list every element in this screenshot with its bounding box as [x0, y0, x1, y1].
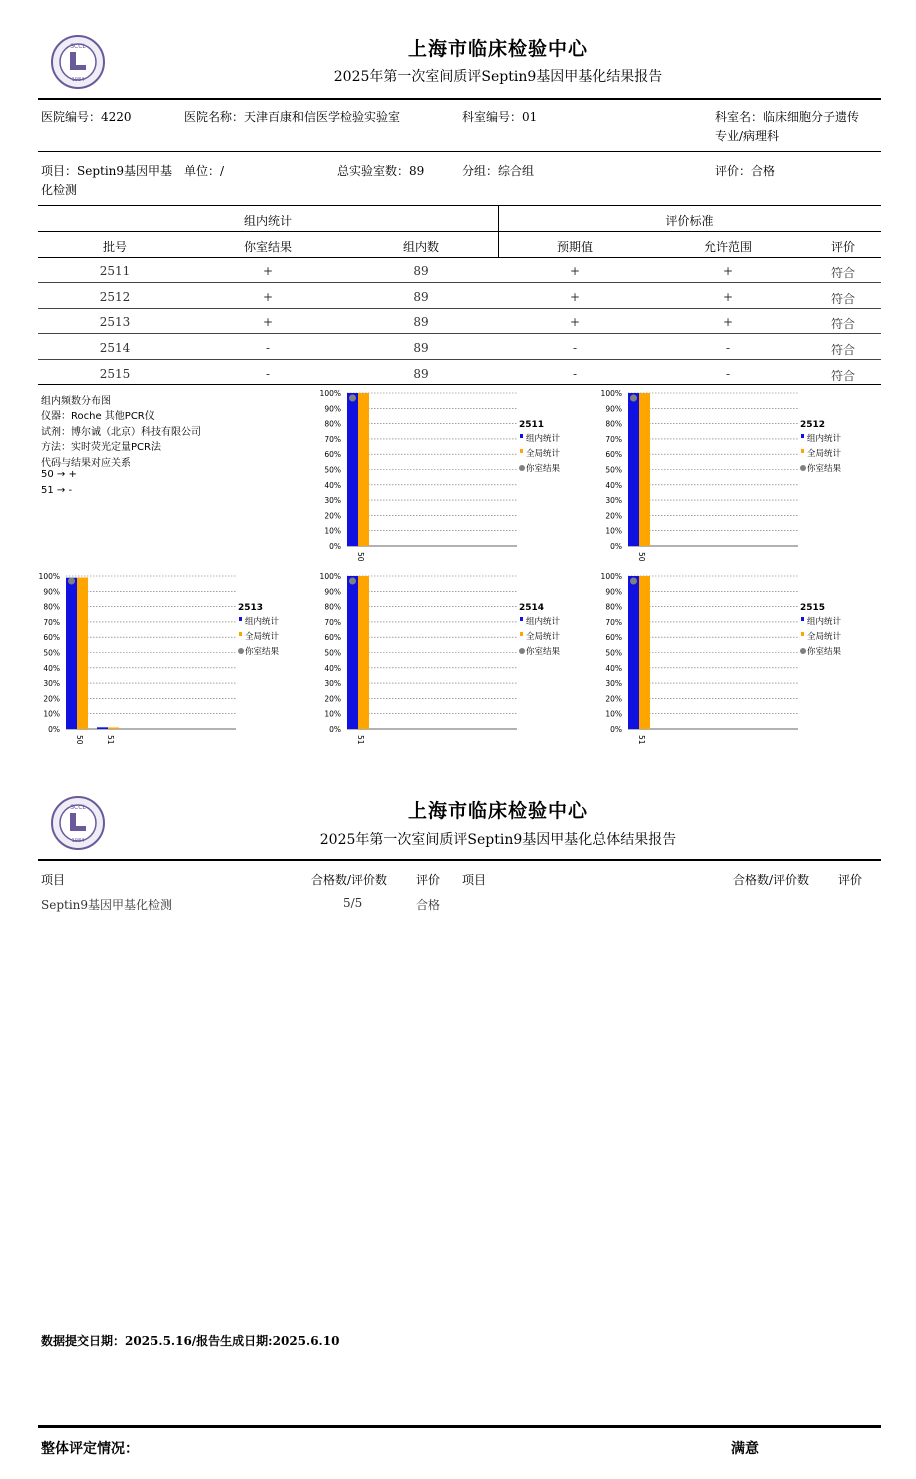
- y-tick-label: 60%: [605, 633, 622, 643]
- overall-label: 整体评定情况：: [41, 1441, 139, 1457]
- report2-subtitle: 2025年第一次室间质评Septin9基因甲基化总体结果报告: [319, 832, 677, 848]
- cell-batch: 2513: [99, 315, 131, 329]
- bar-global-51: [108, 727, 119, 729]
- frequency-chart-2511: [305, 385, 585, 562]
- bar-group-50: [66, 578, 77, 729]
- divider: [38, 257, 881, 258]
- cell-your-result: +: [262, 315, 274, 329]
- frequency-chart-2515: [586, 568, 866, 745]
- y-tick-label: 50%: [324, 465, 341, 475]
- cell-evaluation: 符合: [830, 266, 855, 280]
- cell-group-count: 89: [413, 315, 429, 329]
- hospital-id: 医院编号：4220: [41, 110, 132, 124]
- overall-value: 满意: [731, 1441, 759, 1457]
- cell-allowed-range: +: [722, 315, 734, 329]
- x-tick-label: 50: [356, 552, 365, 562]
- cell-evaluation: 符合: [830, 317, 855, 331]
- y-tick-label: 20%: [324, 511, 341, 521]
- project-label-cont: 化检测: [41, 183, 78, 197]
- summary-row-ratio: 5/5: [343, 896, 363, 910]
- y-tick-label: 50%: [43, 648, 60, 658]
- summary-row-project: Septin9基因甲基化检测: [41, 898, 173, 912]
- legend-label: 组内统计: [526, 617, 561, 627]
- frequency-chart-2513: [24, 568, 304, 745]
- legend-label: 全局统计: [807, 632, 842, 642]
- y-tick-label: 80%: [43, 602, 60, 612]
- y-tick-label: 90%: [324, 404, 341, 414]
- y-tick-label: 100%: [319, 572, 341, 581]
- cell-evaluation: 符合: [830, 292, 855, 306]
- y-tick-label: 30%: [324, 496, 341, 506]
- report-org-title: 上海市临床检验中心: [407, 38, 588, 60]
- col-header-group-count: 组内数: [402, 240, 439, 254]
- project-label: 项目：Septin9基因甲基: [41, 164, 173, 178]
- cell-your-result: -: [265, 367, 271, 381]
- y-tick-label: 90%: [605, 404, 622, 414]
- dept-id: 科室编号：01: [462, 110, 538, 124]
- y-tick-label: 90%: [605, 587, 622, 597]
- instrument-info: 仪器：Roche 其他PCR仪: [41, 411, 155, 422]
- legend-label: 你室结果: [526, 464, 561, 474]
- your-result-marker: [630, 395, 637, 402]
- y-tick-label: 70%: [324, 434, 341, 444]
- legend-global-swatch: [801, 632, 804, 636]
- divider: [38, 205, 881, 206]
- your-result-marker: [68, 578, 75, 585]
- legend-label: 组内统计: [807, 617, 842, 627]
- x-tick-label: 51: [356, 735, 365, 745]
- cell-your-result: +: [262, 264, 274, 278]
- y-tick-label: 0%: [329, 725, 341, 734]
- legend-label: 全局统计: [245, 632, 280, 642]
- summary-header-project: 项目: [41, 873, 66, 887]
- y-tick-label: 90%: [324, 587, 341, 597]
- row-divider: [38, 308, 881, 309]
- report2-org-title: 上海市临床检验中心: [407, 800, 588, 822]
- cell-batch: 2515: [99, 367, 131, 381]
- chart-svg: [305, 385, 585, 562]
- summary-header-pass-ratio: 合格数/评价数: [311, 873, 388, 887]
- bar-group-51: [347, 576, 358, 729]
- group-stats-header: 组内统计: [243, 214, 292, 228]
- code-mapping-51: 51 → -: [41, 485, 73, 496]
- chart-svg: [586, 568, 866, 745]
- cell-group-count: 89: [413, 264, 429, 278]
- reagent-info: 试剂：博尔诚（北京）科技有限公司: [41, 427, 201, 438]
- legend-global-swatch: [520, 632, 523, 636]
- row-divider: [38, 333, 881, 334]
- y-tick-label: 40%: [605, 480, 622, 490]
- legend-label: 组内统计: [245, 617, 280, 627]
- x-tick-label: 50: [637, 552, 646, 562]
- code-mapping-title: 代码与结果对应关系: [41, 458, 131, 469]
- cell-evaluation: 符合: [830, 343, 855, 357]
- chart-title: 2513: [238, 603, 264, 613]
- legend-label: 全局统计: [526, 449, 561, 459]
- legend-label: 组内统计: [807, 434, 842, 444]
- chart-title: 2514: [519, 603, 545, 613]
- cell-expected: +: [569, 290, 581, 304]
- evaluation-label: 评价：合格: [715, 164, 776, 178]
- bar-group-51: [628, 576, 639, 729]
- chart-title: 2515: [800, 603, 826, 613]
- y-tick-label: 20%: [605, 511, 622, 521]
- dept-name: 科室名：临床细胞分子遗传: [715, 110, 860, 124]
- y-tick-label: 0%: [610, 725, 622, 734]
- code-mapping-50: 50 → +: [41, 469, 77, 480]
- bar-global-50: [358, 393, 369, 546]
- y-tick-label: 0%: [48, 725, 60, 734]
- legend-group-swatch: [239, 617, 242, 621]
- cell-group-count: 89: [413, 367, 429, 381]
- legend-label: 你室结果: [526, 647, 561, 657]
- y-tick-label: 60%: [324, 633, 341, 643]
- summary-header-evaluation: 评价: [416, 873, 441, 887]
- legend-yours-swatch: [238, 648, 244, 654]
- legend-label: 你室结果: [245, 647, 280, 657]
- method-info: 方法：实时荧光定量PCR法: [41, 442, 161, 453]
- legend-global-swatch: [801, 449, 804, 453]
- y-tick-label: 100%: [600, 389, 622, 398]
- legend-label: 全局统计: [807, 449, 842, 459]
- bar-global-51: [358, 576, 369, 729]
- frequency-chart-2514: [305, 568, 585, 745]
- summary-header-evaluation-2: 评价: [838, 873, 863, 887]
- bar-group-50: [628, 393, 639, 546]
- y-tick-label: 90%: [43, 587, 60, 597]
- legend-label: 你室结果: [807, 647, 842, 657]
- cell-evaluation: 符合: [830, 369, 855, 383]
- divider: [38, 151, 881, 152]
- bar-global-50: [639, 393, 650, 546]
- y-tick-label: 0%: [329, 542, 341, 551]
- report-dates: 数据提交日期：2025.5.16/报告生成日期:2025.6.10: [41, 1334, 340, 1348]
- row-divider: [38, 359, 881, 360]
- chart-title: 2512: [800, 420, 826, 430]
- y-tick-label: 30%: [605, 679, 622, 689]
- cell-expected: -: [572, 367, 578, 381]
- cell-allowed-range: +: [722, 264, 734, 278]
- col-header-batch: 批号: [102, 240, 127, 254]
- cell-batch: 2511: [99, 264, 131, 278]
- y-tick-label: 100%: [38, 572, 60, 581]
- svg-text:SCCL: SCCL: [70, 43, 86, 50]
- dept-name-cont: 专业/病理科: [715, 129, 780, 143]
- y-tick-label: 30%: [324, 679, 341, 689]
- eval-standard-header: 评价标准: [665, 214, 714, 228]
- y-tick-label: 50%: [324, 648, 341, 658]
- y-tick-label: 60%: [43, 633, 60, 643]
- legend-global-swatch: [239, 632, 242, 636]
- cell-allowed-range: +: [722, 290, 734, 304]
- cell-group-count: 89: [413, 341, 429, 355]
- legend-yours-swatch: [800, 648, 806, 654]
- bar-group-51: [97, 727, 108, 729]
- y-tick-label: 30%: [43, 679, 60, 689]
- bar-global-51: [639, 576, 650, 729]
- cell-allowed-range: -: [725, 367, 731, 381]
- y-tick-label: 10%: [605, 709, 622, 719]
- col-header-evaluation: 评价: [830, 240, 855, 254]
- group-label: 分组：综合组: [462, 164, 535, 178]
- col-header-allowed-range: 允许范围: [703, 240, 752, 254]
- summary-header-project-2: 项目: [462, 873, 487, 887]
- legend-label: 你室结果: [807, 464, 842, 474]
- legend-group-swatch: [520, 434, 523, 438]
- your-result-marker: [349, 395, 356, 402]
- legend-global-swatch: [520, 449, 523, 453]
- cell-allowed-range: -: [725, 341, 731, 355]
- y-tick-label: 30%: [605, 496, 622, 506]
- col-header-expected: 预期值: [556, 240, 593, 254]
- y-tick-label: 20%: [605, 694, 622, 704]
- y-tick-label: 0%: [610, 542, 622, 551]
- svg-text:1984: 1984: [71, 838, 85, 844]
- your-result-marker: [630, 578, 637, 585]
- col-header-your-result: 你室结果: [243, 240, 292, 254]
- y-tick-label: 10%: [324, 526, 341, 536]
- cell-expected: -: [572, 341, 578, 355]
- y-tick-label: 60%: [605, 450, 622, 460]
- summary-header-pass-ratio-2: 合格数/评价数: [733, 873, 810, 887]
- x-tick-label: 51: [106, 735, 115, 745]
- y-tick-label: 100%: [319, 389, 341, 398]
- y-tick-label: 40%: [324, 663, 341, 673]
- y-tick-label: 40%: [324, 480, 341, 490]
- legend-yours-swatch: [519, 648, 525, 654]
- y-tick-label: 80%: [605, 419, 622, 429]
- y-tick-label: 80%: [324, 602, 341, 612]
- y-tick-label: 80%: [605, 602, 622, 612]
- y-tick-label: 20%: [324, 694, 341, 704]
- distribution-title: 组内频数分布图: [41, 396, 111, 407]
- divider: [38, 98, 881, 100]
- legend-yours-swatch: [519, 465, 525, 471]
- row-divider: [38, 282, 881, 283]
- legend-label: 组内统计: [526, 434, 561, 444]
- legend-yours-swatch: [800, 465, 806, 471]
- bar-global-50: [77, 578, 88, 729]
- y-tick-label: 40%: [605, 663, 622, 673]
- chart-title: 2511: [519, 420, 545, 430]
- cell-batch: 2514: [99, 341, 131, 355]
- chart-svg: [305, 568, 585, 745]
- svg-text:SCCL: SCCL: [70, 804, 86, 811]
- y-tick-label: 50%: [605, 648, 622, 658]
- legend-group-swatch: [801, 434, 804, 438]
- unit-label: 单位：/: [184, 164, 225, 178]
- y-tick-label: 40%: [43, 663, 60, 673]
- svg-text:1984: 1984: [71, 77, 85, 83]
- divider: [38, 859, 881, 861]
- chart-svg: [586, 385, 866, 562]
- cell-expected: +: [569, 264, 581, 278]
- cell-expected: +: [569, 315, 581, 329]
- y-tick-label: 70%: [324, 617, 341, 627]
- cell-your-result: +: [262, 290, 274, 304]
- divider: [38, 231, 881, 232]
- legend-group-swatch: [520, 617, 523, 621]
- x-tick-label: 50: [75, 735, 84, 745]
- y-tick-label: 10%: [324, 709, 341, 719]
- legend-label: 全局统计: [526, 632, 561, 642]
- x-tick-label: 51: [637, 735, 646, 745]
- y-tick-label: 50%: [605, 465, 622, 475]
- report-subtitle: 2025年第一次室间质评Septin9基因甲基化结果报告: [333, 69, 663, 85]
- y-tick-label: 20%: [43, 694, 60, 704]
- your-result-marker: [349, 578, 356, 585]
- hospital-name: 医院名称：天津百康和信医学检验实验室: [184, 110, 401, 124]
- y-tick-label: 70%: [605, 434, 622, 444]
- legend-group-swatch: [801, 617, 804, 621]
- y-tick-label: 60%: [324, 450, 341, 460]
- cell-your-result: -: [265, 341, 271, 355]
- y-tick-label: 10%: [605, 526, 622, 536]
- cell-batch: 2512: [99, 290, 131, 304]
- chart-svg: [24, 568, 304, 745]
- summary-row-evaluation: 合格: [416, 898, 441, 912]
- total-labs: 总实验室数：89: [337, 164, 425, 178]
- divider: [38, 1425, 881, 1428]
- y-tick-label: 70%: [43, 617, 60, 627]
- y-tick-label: 10%: [43, 709, 60, 719]
- frequency-chart-2512: [586, 385, 866, 562]
- y-tick-label: 80%: [324, 419, 341, 429]
- y-tick-label: 70%: [605, 617, 622, 627]
- bar-group-50: [347, 393, 358, 546]
- cell-group-count: 89: [413, 290, 429, 304]
- y-tick-label: 100%: [600, 572, 622, 581]
